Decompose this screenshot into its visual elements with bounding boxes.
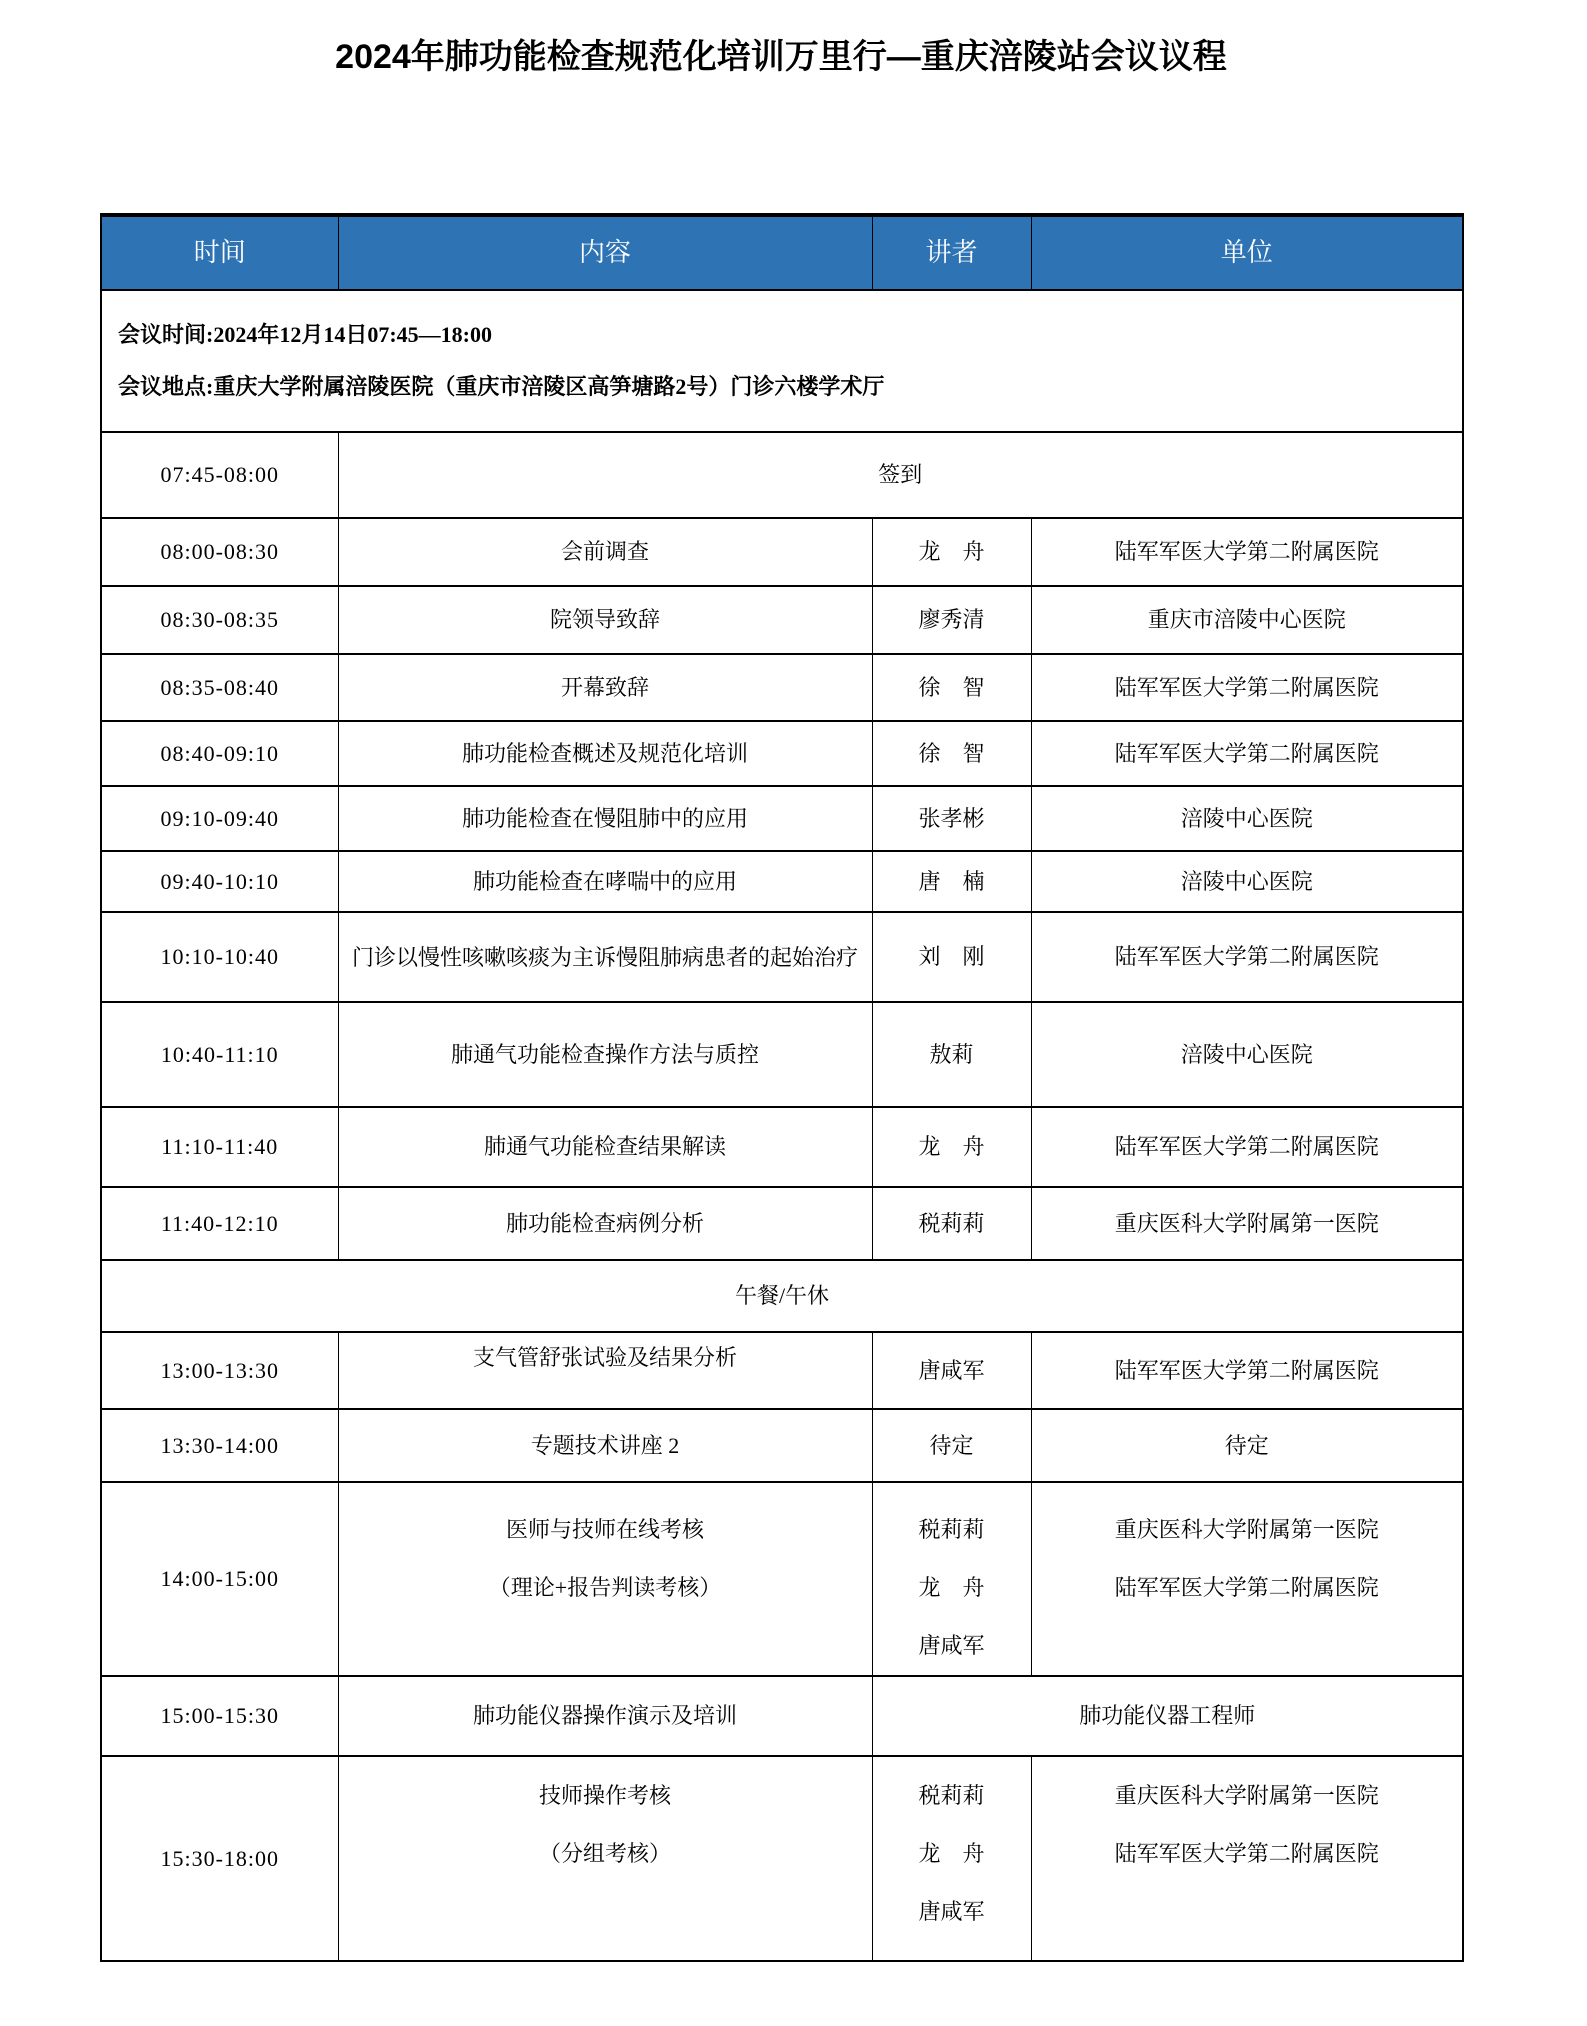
content-cell: 院领导致辞 [338, 586, 872, 654]
time-cell: 15:30-18:00 [101, 1756, 338, 1961]
meeting-info-row [101, 290, 1463, 432]
time-cell: 11:40-12:10 [101, 1187, 338, 1260]
speaker-cell: 龙 舟 [872, 1107, 1031, 1187]
time-cell: 08:30-08:35 [101, 586, 338, 654]
table-row [101, 851, 1463, 912]
table-row [101, 654, 1463, 721]
speaker-cell [872, 1482, 1031, 1676]
speaker-cell: 徐 智 [872, 654, 1031, 721]
lunch-break-cell: 午餐/午休 [101, 1260, 1463, 1332]
table-row [101, 518, 1463, 586]
org-cell: 待定 [1031, 1409, 1463, 1482]
table-row [101, 1332, 1463, 1409]
table-row [101, 912, 1463, 1002]
content-cell: 肺通气功能检查结果解读 [338, 1107, 872, 1187]
table-row [101, 1187, 1463, 1260]
org-cell: 陆军军医大学第二附属医院 [1031, 721, 1463, 786]
org-cell [1031, 1482, 1463, 1676]
time-cell: 08:40-09:10 [101, 721, 338, 786]
table-row [101, 1002, 1463, 1107]
header-content: 内容 [338, 215, 872, 290]
table-row [101, 1409, 1463, 1482]
time-cell: 10:10-10:40 [101, 912, 338, 1002]
time-cell: 07:45-08:00 [101, 432, 338, 518]
header-row [101, 215, 1463, 290]
speaker-cell: 龙 舟 [872, 518, 1031, 586]
speaker-cell: 敖莉 [872, 1002, 1031, 1107]
content-cell: 门诊以慢性咳嗽咳痰为主诉慢阻肺病患者的起始治疗 [338, 912, 872, 1002]
table-row [101, 1756, 1463, 1961]
content-cell: 签到 [338, 432, 1463, 518]
org-cell: 重庆医科大学附属第一医院 [1031, 1187, 1463, 1260]
table-row [101, 432, 1463, 518]
time-cell: 09:40-10:10 [101, 851, 338, 912]
content-line: 技师操作考核 [538, 1783, 671, 1808]
content-cell: 支气管舒张试验及结果分析 [338, 1332, 872, 1409]
content-cell: 专题技术讲座 2 [338, 1409, 872, 1482]
content-cell: 肺功能检查在慢阻肺中的应用 [338, 786, 872, 851]
agenda-table [100, 213, 1464, 1962]
meeting-place-line: 会议地点:重庆大学附属涪陵医院（重庆市涪陵区高笋塘路2号）门诊六楼学术厅 [118, 374, 885, 399]
header-time: 时间 [101, 215, 338, 290]
speaker-cell: 廖秀清 [872, 586, 1031, 654]
content-line: （理论+报告判读考核） [488, 1575, 722, 1600]
speaker-line: 龙 舟 [918, 1841, 985, 1866]
time-cell: 13:30-14:00 [101, 1409, 338, 1482]
org-cell: 涪陵中心医院 [1031, 786, 1463, 851]
org-cell: 重庆市涪陵中心医院 [1031, 586, 1463, 654]
speaker-cell: 唐咸军 [872, 1332, 1031, 1409]
speaker-cell: 税莉莉 [872, 1187, 1031, 1260]
speaker-cell: 待定 [872, 1409, 1031, 1482]
org-cell: 涪陵中心医院 [1031, 1002, 1463, 1107]
table-row [101, 721, 1463, 786]
speaker-org-cell: 肺功能仪器工程师 [872, 1676, 1463, 1756]
speaker-line: 唐咸军 [918, 1633, 985, 1658]
meeting-time-line: 会议时间:2024年12月14日07:45—18:00 [118, 322, 492, 347]
lunch-break-row [101, 1260, 1463, 1332]
org-cell: 陆军军医大学第二附属医院 [1031, 518, 1463, 586]
time-cell: 15:00-15:30 [101, 1676, 338, 1756]
speaker-cell: 张孝彬 [872, 786, 1031, 851]
table-row [101, 786, 1463, 851]
time-cell: 10:40-11:10 [101, 1002, 338, 1107]
speaker-cell: 徐 智 [872, 721, 1031, 786]
content-cell: 开幕致辞 [338, 654, 872, 721]
speaker-line: 税莉莉 [918, 1783, 985, 1808]
time-cell: 09:10-09:40 [101, 786, 338, 851]
header-speaker: 讲者 [872, 215, 1031, 290]
table-row [101, 1107, 1463, 1187]
speaker-cell [872, 1756, 1031, 1961]
table-row [101, 1482, 1463, 1676]
header-org: 单位 [1031, 215, 1463, 290]
org-cell: 陆军军医大学第二附属医院 [1031, 654, 1463, 721]
org-line: 重庆医科大学附属第一医院 [1114, 1517, 1379, 1542]
content-cell: 会前调查 [338, 518, 872, 586]
org-line: 陆军军医大学第二附属医院 [1114, 1841, 1379, 1866]
content-cell: 肺功能检查在哮喘中的应用 [338, 851, 872, 912]
content-cell [338, 1756, 872, 1961]
time-cell: 11:10-11:40 [101, 1107, 338, 1187]
content-line: （分组考核） [538, 1841, 671, 1866]
content-cell [338, 1482, 872, 1676]
speaker-line: 税莉莉 [918, 1517, 985, 1542]
org-cell: 涪陵中心医院 [1031, 851, 1463, 912]
content-line: 医师与技师在线考核 [505, 1517, 704, 1542]
speaker-cell: 刘 刚 [872, 912, 1031, 1002]
org-cell: 陆军军医大学第二附属医院 [1031, 912, 1463, 1002]
org-cell [1031, 1756, 1463, 1961]
org-cell: 陆军军医大学第二附属医院 [1031, 1332, 1463, 1409]
time-cell: 08:00-08:30 [101, 518, 338, 586]
meeting-info-cell [101, 290, 1463, 432]
speaker-cell: 唐 楠 [872, 851, 1031, 912]
speaker-line: 龙 舟 [918, 1575, 985, 1600]
speaker-line: 唐咸军 [918, 1899, 985, 1924]
content-cell: 肺通气功能检查操作方法与质控 [338, 1002, 872, 1107]
org-line: 重庆医科大学附属第一医院 [1114, 1783, 1379, 1808]
org-cell: 陆军军医大学第二附属医院 [1031, 1107, 1463, 1187]
page-title: 2024年肺功能检查规范化培训万里行—重庆涪陵站会议议程 [335, 38, 1227, 76]
content-cell: 肺功能检查概述及规范化培训 [338, 721, 872, 786]
table-row [101, 586, 1463, 654]
time-cell: 08:35-08:40 [101, 654, 338, 721]
org-line: 陆军军医大学第二附属医院 [1114, 1575, 1379, 1600]
time-cell: 14:00-15:00 [101, 1482, 338, 1676]
table-row [101, 1676, 1463, 1756]
time-cell: 13:00-13:30 [101, 1332, 338, 1409]
content-cell: 肺功能仪器操作演示及培训 [338, 1676, 872, 1756]
content-cell: 肺功能检查病例分析 [338, 1187, 872, 1260]
